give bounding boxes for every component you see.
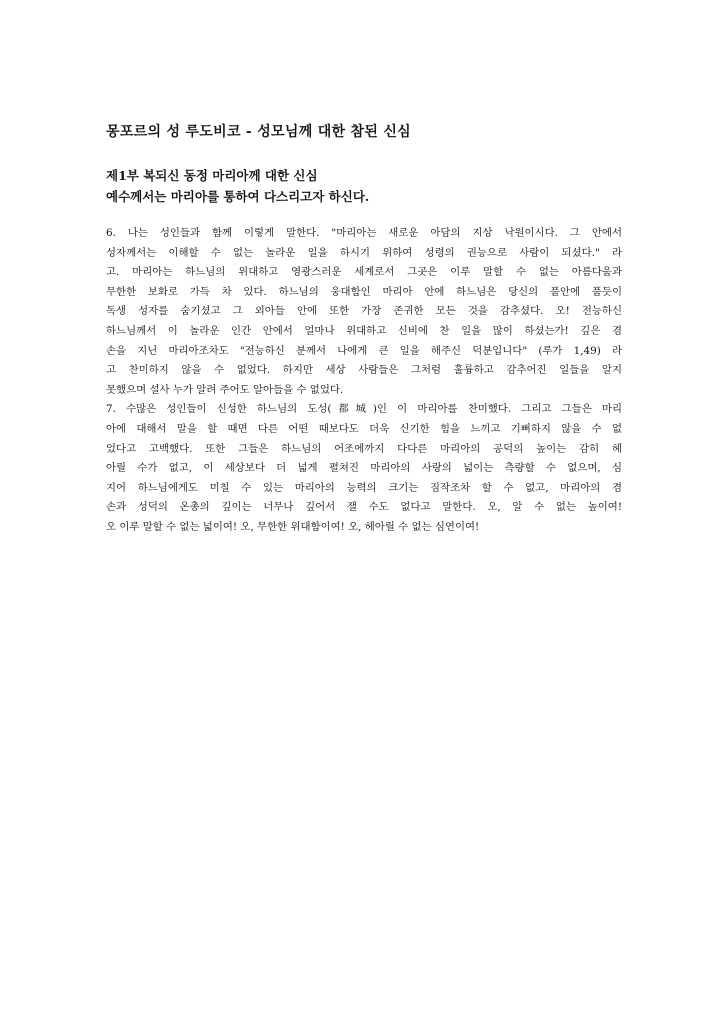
body-text [106, 224, 622, 538]
document-title: 몽포르의 성 루도비코 - 성모님께 대한 참된 신심 [106, 124, 411, 140]
text-line: 무한한 보화로 가득 차 있다. 하느님의 웅대함인 마리아 안에 하느님은 당신의 품안에 품듯이 [106, 285, 622, 298]
text-line: 손과 성덕의 온총의 깊이는 너무나 깊어서 잴 수도 없다고 말한다. 오, 알 수 없는 높이여! [106, 501, 622, 514]
text-line: 손을 지닌 마리아조차도 "전능하신 분께서 나에게 큰 일을 해주신 덕분입니다" (루가 1,49) 라 [106, 344, 622, 357]
part-subtitle: 예수께서는 마리아를 통하여 다스리고자 하신다. [106, 189, 370, 204]
text-line: 고 찬미하지 않을 수 없었다. 하지만 세상 사람들은 그처럼 훌륭하고 감추어진 일들을 알지 [106, 364, 622, 377]
text-line: 하느님께서 이 놀라운 인간 안에서 얼마나 위대하고 신비에 찬 일을 많이 하셨는가! 깊은 겸 [106, 324, 622, 337]
part-title: 제1부 복되신 동정 마리아께 대한 신심 [106, 168, 318, 183]
text-line: 아릴 수가 없고, 이 세상보다 더 넓게 펼쳐진 마리아의 사랑의 넓이는 측량할 수 없으며, 심 [106, 462, 622, 475]
paragraph-7 [106, 400, 622, 537]
text-line: 못했으며 설사 누가 알려 주어도 알아들을 수 없었다. [106, 383, 344, 396]
text-line: 고. 마리아는 하느님의 위대하고 영광스러운 세계로서 그곳은 이루 말할 수 없는 아름다움과 [106, 266, 622, 279]
paragraph-6 [106, 224, 622, 400]
text-line: 지어 하느님에게도 미칠 수 있는 마리아의 능력의 크기는 짐작조차 할 수 없고, 마리아의 겸 [106, 481, 622, 494]
text-line: 아에 대해서 말을 할 때면 다른 어떤 때보다도 더욱 신기한 힘을 느끼고 기뻐하지 않을 수 없 [106, 422, 622, 435]
text-line: 6. 나는 성인들과 함께 이렇게 말한다. "마리아는 새로운 아담의 지상 낙원이시다. 그 안에서 [106, 227, 622, 239]
text-line: 오 이루 말할 수 없는 넓이여! 오, 무한한 위대함이여! 오, 헤아릴 수 없는 심연이여! [106, 520, 480, 533]
text-line: 성자께서는 이해할 수 없는 놀라운 일을 하시기 위하여 성령의 권능으로 사람이 되셨다." 라 [106, 246, 622, 259]
text-line: 7. 수많은 성인들이 신성한 하느님의 도성(都城)인 이 마리아를 찬미했다. 그리고 그들은 마리 [106, 403, 622, 416]
text-line: 었다고 고백했다. 또한 그들은 하느님의 어조에까지 다다른 마리아의 공덕의 높이는 감히 헤 [106, 442, 622, 455]
text-line: 독생 성자를 숨기셨고 그 외아들 안에 또한 가장 존귀한 모든 것을 감추셨다. 오! 전능하신 [106, 305, 622, 318]
